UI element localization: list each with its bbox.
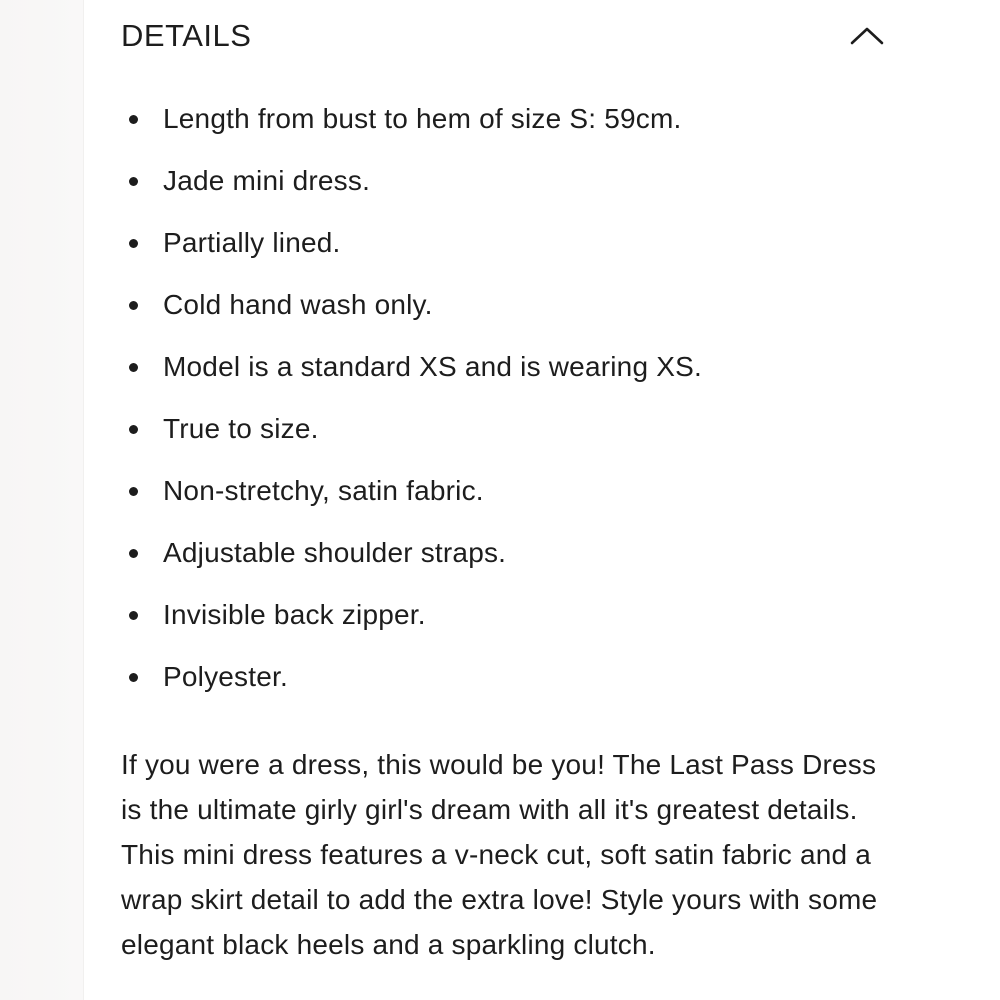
bullet-dot (129, 363, 138, 372)
details-accordion-section (121, 0, 886, 967)
detail-text: Partially lined. (163, 227, 341, 258)
detail-text: Jade mini dress. (163, 165, 371, 196)
detail-list-item (121, 291, 886, 319)
detail-text: Adjustable shoulder straps. (163, 537, 507, 568)
bullet-dot (129, 673, 138, 682)
detail-list-item (121, 415, 886, 443)
bullet-dot (129, 177, 138, 186)
details-list (121, 105, 886, 691)
product-description: If you were a dress, this would be you! The Last Pass Dress is the ultimate girly girl's dream with all it's greatest details. This mini dress features a v-neck cut, soft satin fabric and a wrap skirt detail to add the extra love! Style yours with some elegant black heels and a sparkling clutch. (121, 749, 878, 960)
detail-text: Cold hand wash only. (163, 289, 433, 320)
bullet-dot (129, 611, 138, 620)
bullet-dot (129, 549, 138, 558)
detail-list-item (121, 663, 886, 691)
bullet-dot (129, 425, 138, 434)
detail-list-item (121, 229, 886, 257)
detail-list-item (121, 477, 886, 505)
details-accordion-header[interactable] (121, 16, 886, 56)
detail-text: Polyester. (163, 661, 288, 692)
collapse-section-button[interactable] (848, 23, 886, 49)
detail-list-item (121, 167, 886, 195)
detail-text: Length from bust to hem of size S: 59cm. (163, 103, 682, 134)
bullet-dot (129, 239, 138, 248)
detail-list-item (121, 601, 886, 629)
detail-text: True to size. (163, 413, 319, 444)
bullet-dot (129, 115, 138, 124)
details-section-title: DETAILS (121, 18, 252, 53)
detail-text: Model is a standard XS and is wearing XS. (163, 351, 702, 382)
detail-list-item (121, 353, 886, 381)
chevron-up-icon (849, 25, 885, 47)
detail-text: Invisible back zipper. (163, 599, 426, 630)
detail-text: Non-stretchy, satin fabric. (163, 475, 484, 506)
bullet-dot (129, 487, 138, 496)
detail-list-item (121, 105, 886, 133)
bullet-dot (129, 301, 138, 310)
adjacent-image-edge (0, 0, 84, 1000)
detail-list-item (121, 539, 886, 567)
